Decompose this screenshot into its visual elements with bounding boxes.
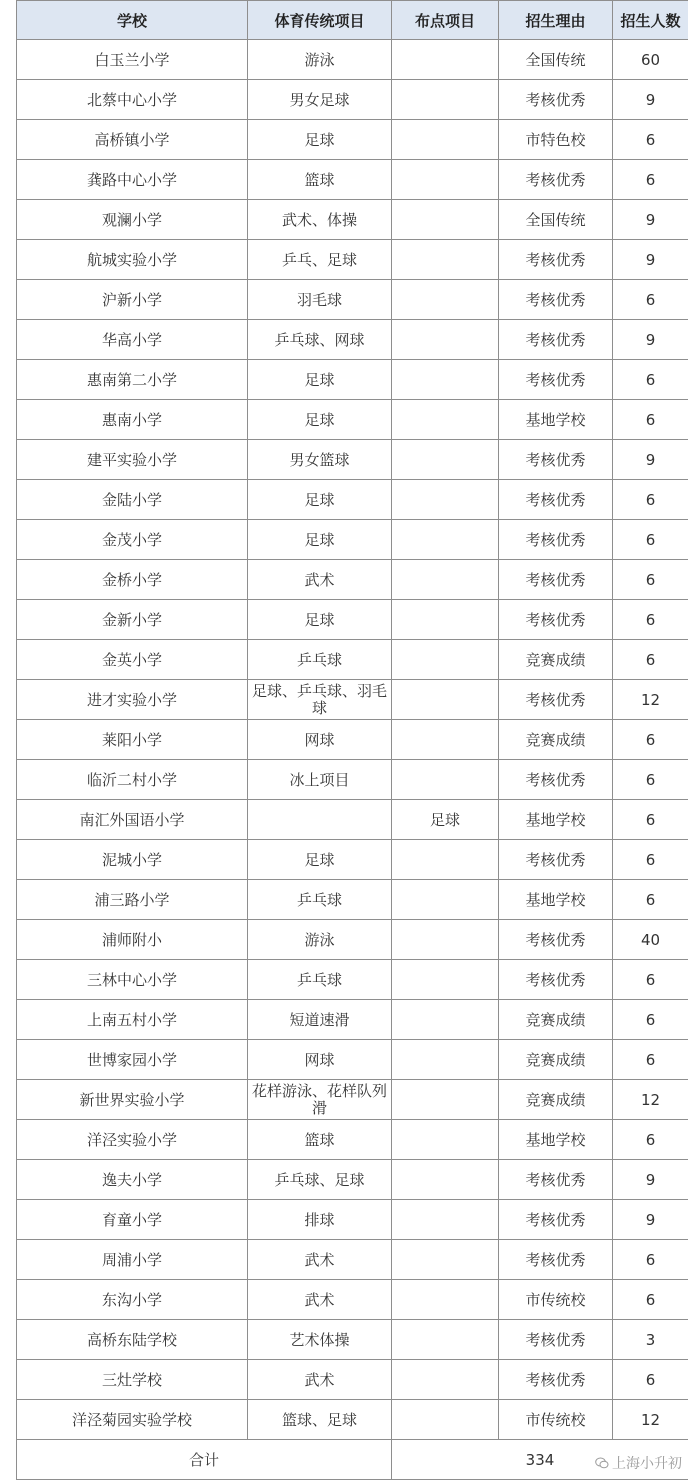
school-cell: 白玉兰小学	[17, 40, 248, 80]
site-cell	[392, 1240, 499, 1280]
sport-cell: 足球	[248, 600, 392, 640]
table-row	[17, 120, 688, 160]
school-cell: 泥城小学	[17, 840, 248, 880]
table-row	[17, 200, 688, 240]
reason-cell: 基地学校	[499, 800, 613, 840]
reason-cell: 考核优秀	[499, 600, 613, 640]
school-cell: 航城实验小学	[17, 240, 248, 280]
table-row	[17, 240, 688, 280]
school-cell: 金陆小学	[17, 480, 248, 520]
count-cell: 6	[613, 360, 688, 400]
count-cell: 60	[613, 40, 688, 80]
site-cell	[392, 120, 499, 160]
site-cell	[392, 840, 499, 880]
site-cell	[392, 1280, 499, 1320]
count-cell: 6	[613, 1000, 688, 1040]
count-cell: 6	[613, 960, 688, 1000]
reason-cell: 考核优秀	[499, 840, 613, 880]
reason-cell: 考核优秀	[499, 480, 613, 520]
table-row	[17, 920, 688, 960]
sport-cell: 足球	[248, 120, 392, 160]
table-row	[17, 1160, 688, 1200]
count-cell: 9	[613, 1160, 688, 1200]
school-cell: 莱阳小学	[17, 720, 248, 760]
sport-cell: 足球	[248, 520, 392, 560]
school-cell: 三林中心小学	[17, 960, 248, 1000]
school-cell: 沪新小学	[17, 280, 248, 320]
count-cell: 6	[613, 1120, 688, 1160]
reason-cell: 考核优秀	[499, 160, 613, 200]
reason-cell: 基地学校	[499, 1120, 613, 1160]
sport-cell: 武术	[248, 1280, 392, 1320]
count-cell: 6	[613, 600, 688, 640]
sport-cell: 乒乓球	[248, 880, 392, 920]
count-cell: 6	[613, 280, 688, 320]
count-cell: 6	[613, 640, 688, 680]
table-row	[17, 1280, 688, 1320]
table-row	[17, 960, 688, 1000]
school-cell: 东沟小学	[17, 1280, 248, 1320]
count-cell: 6	[613, 880, 688, 920]
sport-cell: 乒乓、足球	[248, 240, 392, 280]
reason-cell: 考核优秀	[499, 560, 613, 600]
site-cell	[392, 720, 499, 760]
school-cell: 金茂小学	[17, 520, 248, 560]
school-cell: 北蔡中心小学	[17, 80, 248, 120]
site-cell	[392, 400, 499, 440]
site-cell	[392, 760, 499, 800]
reason-cell: 市特色校	[499, 120, 613, 160]
school-cell: 世博家园小学	[17, 1040, 248, 1080]
count-cell: 9	[613, 1200, 688, 1240]
reason-cell: 基地学校	[499, 880, 613, 920]
header-sport: 体育传统项目	[248, 1, 392, 40]
sport-cell: 艺术体操	[248, 1320, 392, 1360]
sport-cell: 乒乓球	[248, 640, 392, 680]
count-cell: 6	[613, 760, 688, 800]
site-cell	[392, 480, 499, 520]
count-cell: 3	[613, 1320, 688, 1360]
table-row	[17, 1080, 688, 1120]
count-cell: 6	[613, 1360, 688, 1400]
school-cell: 洋泾实验小学	[17, 1120, 248, 1160]
school-cell: 浦三路小学	[17, 880, 248, 920]
reason-cell: 考核优秀	[499, 1160, 613, 1200]
count-cell: 9	[613, 320, 688, 360]
site-cell	[392, 1120, 499, 1160]
table-row	[17, 800, 688, 840]
sport-cell: 冰上项目	[248, 760, 392, 800]
table-row	[17, 40, 688, 80]
reason-cell: 考核优秀	[499, 520, 613, 560]
count-cell: 12	[613, 1400, 688, 1440]
reason-cell: 考核优秀	[499, 1240, 613, 1280]
count-cell: 6	[613, 1240, 688, 1280]
sport-cell: 武术	[248, 1360, 392, 1400]
table-row	[17, 320, 688, 360]
watermark-text: 上海小升初	[612, 1456, 682, 1472]
watermark	[595, 1453, 682, 1473]
school-cell: 金桥小学	[17, 560, 248, 600]
school-cell: 高桥镇小学	[17, 120, 248, 160]
sport-cell: 游泳	[248, 920, 392, 960]
school-cell: 南汇外国语小学	[17, 800, 248, 840]
site-cell	[392, 440, 499, 480]
sport-cell: 足球	[248, 360, 392, 400]
table-row	[17, 1400, 688, 1440]
school-cell: 金新小学	[17, 600, 248, 640]
header-row	[17, 1, 688, 40]
site-cell	[392, 1200, 499, 1240]
count-cell: 6	[613, 840, 688, 880]
header-count: 招生人数	[613, 1, 688, 40]
school-cell: 惠南第二小学	[17, 360, 248, 400]
school-cell: 新世界实验小学	[17, 1080, 248, 1120]
reason-cell: 考核优秀	[499, 1200, 613, 1240]
sport-cell: 武术	[248, 1240, 392, 1280]
sport-cell: 武术、体操	[248, 200, 392, 240]
table-row	[17, 440, 688, 480]
table-row	[17, 1200, 688, 1240]
sport-cell: 篮球	[248, 1120, 392, 1160]
reason-cell: 竞赛成绩	[499, 1040, 613, 1080]
header-reason: 招生理由	[499, 1, 613, 40]
sport-cell: 男女篮球	[248, 440, 392, 480]
reason-cell: 考核优秀	[499, 960, 613, 1000]
reason-cell: 竞赛成绩	[499, 1000, 613, 1040]
site-cell	[392, 960, 499, 1000]
sport-cell: 武术	[248, 560, 392, 600]
reason-cell: 考核优秀	[499, 240, 613, 280]
reason-cell: 考核优秀	[499, 920, 613, 960]
reason-cell: 考核优秀	[499, 440, 613, 480]
table-body	[17, 40, 688, 1440]
count-cell: 6	[613, 1280, 688, 1320]
sport-cell: 足球、乒乓球、羽毛球	[248, 680, 392, 720]
site-cell	[392, 80, 499, 120]
count-cell: 6	[613, 120, 688, 160]
table-row	[17, 1000, 688, 1040]
table-row	[17, 360, 688, 400]
reason-cell: 基地学校	[499, 400, 613, 440]
table-row	[17, 1360, 688, 1400]
reason-cell: 市传统校	[499, 1280, 613, 1320]
site-cell	[392, 40, 499, 80]
sport-cell: 乒乓球	[248, 960, 392, 1000]
reason-cell: 竞赛成绩	[499, 1080, 613, 1120]
school-cell: 三灶学校	[17, 1360, 248, 1400]
reason-cell: 竞赛成绩	[499, 640, 613, 680]
site-cell	[392, 200, 499, 240]
sport-cell: 短道速滑	[248, 1000, 392, 1040]
table-row	[17, 760, 688, 800]
site-cell	[392, 920, 499, 960]
reason-cell: 考核优秀	[499, 80, 613, 120]
site-cell	[392, 560, 499, 600]
table-row	[17, 600, 688, 640]
site-cell	[392, 1320, 499, 1360]
school-cell: 金英小学	[17, 640, 248, 680]
table-row	[17, 80, 688, 120]
sport-cell: 男女足球	[248, 80, 392, 120]
site-cell	[392, 640, 499, 680]
reason-cell: 竞赛成绩	[499, 720, 613, 760]
reason-cell: 考核优秀	[499, 280, 613, 320]
sport-cell: 乒乓球、足球	[248, 1160, 392, 1200]
sport-cell: 网球	[248, 1040, 392, 1080]
site-cell	[392, 1000, 499, 1040]
table-row	[17, 160, 688, 200]
wechat-icon	[595, 1456, 609, 1470]
site-cell	[392, 240, 499, 280]
count-cell: 12	[613, 680, 688, 720]
count-cell: 6	[613, 720, 688, 760]
header-school: 学校	[17, 1, 248, 40]
site-cell	[392, 1160, 499, 1200]
count-cell: 9	[613, 440, 688, 480]
school-cell: 观澜小学	[17, 200, 248, 240]
sport-cell	[248, 800, 392, 840]
site-cell	[392, 280, 499, 320]
school-cell: 浦师附小	[17, 920, 248, 960]
count-cell: 40	[613, 920, 688, 960]
reason-cell: 考核优秀	[499, 360, 613, 400]
school-cell: 惠南小学	[17, 400, 248, 440]
reason-cell: 市传统校	[499, 1400, 613, 1440]
site-cell	[392, 600, 499, 640]
school-cell: 临沂二村小学	[17, 760, 248, 800]
count-cell: 6	[613, 400, 688, 440]
table-row	[17, 1120, 688, 1160]
enrollment-table	[16, 0, 688, 1480]
site-cell	[392, 1360, 499, 1400]
sport-cell: 足球	[248, 840, 392, 880]
count-cell: 6	[613, 520, 688, 560]
school-cell: 建平实验小学	[17, 440, 248, 480]
table-row	[17, 1320, 688, 1360]
table-row	[17, 720, 688, 760]
sport-cell: 篮球、足球	[248, 1400, 392, 1440]
count-cell: 6	[613, 160, 688, 200]
site-cell: 足球	[392, 800, 499, 840]
count-cell: 9	[613, 200, 688, 240]
count-cell: 9	[613, 80, 688, 120]
sport-cell: 足球	[248, 480, 392, 520]
total-value: 334	[392, 1440, 688, 1480]
count-cell: 6	[613, 560, 688, 600]
header-site: 布点项目	[392, 1, 499, 40]
school-cell: 洋泾菊园实验学校	[17, 1400, 248, 1440]
reason-cell: 全国传统	[499, 200, 613, 240]
site-cell	[392, 360, 499, 400]
school-cell: 逸夫小学	[17, 1160, 248, 1200]
sport-cell: 乒乓球、网球	[248, 320, 392, 360]
count-cell: 12	[613, 1080, 688, 1120]
table-row	[17, 520, 688, 560]
table-row	[17, 1040, 688, 1080]
reason-cell: 考核优秀	[499, 680, 613, 720]
site-cell	[392, 320, 499, 360]
site-cell	[392, 880, 499, 920]
table-row	[17, 400, 688, 440]
table-row	[17, 640, 688, 680]
site-cell	[392, 1080, 499, 1120]
total-row	[17, 1440, 688, 1480]
table-row	[17, 880, 688, 920]
school-cell: 华高小学	[17, 320, 248, 360]
sport-cell: 游泳	[248, 40, 392, 80]
school-cell: 上南五村小学	[17, 1000, 248, 1040]
sport-cell: 羽毛球	[248, 280, 392, 320]
table-header	[17, 1, 688, 40]
site-cell	[392, 520, 499, 560]
site-cell	[392, 160, 499, 200]
table-row	[17, 680, 688, 720]
reason-cell: 考核优秀	[499, 1360, 613, 1400]
sport-cell: 排球	[248, 1200, 392, 1240]
sport-cell: 网球	[248, 720, 392, 760]
table-row	[17, 840, 688, 880]
school-cell: 进才实验小学	[17, 680, 248, 720]
count-cell: 6	[613, 1040, 688, 1080]
total-label: 合计	[17, 1440, 392, 1480]
site-cell	[392, 680, 499, 720]
school-cell: 高桥东陆学校	[17, 1320, 248, 1360]
reason-cell: 考核优秀	[499, 1320, 613, 1360]
sport-cell: 花样游泳、花样队列滑	[248, 1080, 392, 1120]
reason-cell: 考核优秀	[499, 320, 613, 360]
school-cell: 周浦小学	[17, 1240, 248, 1280]
table-footer	[17, 1440, 688, 1480]
count-cell: 6	[613, 800, 688, 840]
school-cell: 育童小学	[17, 1200, 248, 1240]
site-cell	[392, 1400, 499, 1440]
school-cell: 龚路中心小学	[17, 160, 248, 200]
site-cell	[392, 1040, 499, 1080]
count-cell: 6	[613, 480, 688, 520]
sport-cell: 篮球	[248, 160, 392, 200]
table-row	[17, 280, 688, 320]
sport-cell: 足球	[248, 400, 392, 440]
count-cell: 9	[613, 240, 688, 280]
table-row	[17, 1240, 688, 1280]
reason-cell: 考核优秀	[499, 760, 613, 800]
table-row	[17, 560, 688, 600]
table-row	[17, 480, 688, 520]
reason-cell: 全国传统	[499, 40, 613, 80]
